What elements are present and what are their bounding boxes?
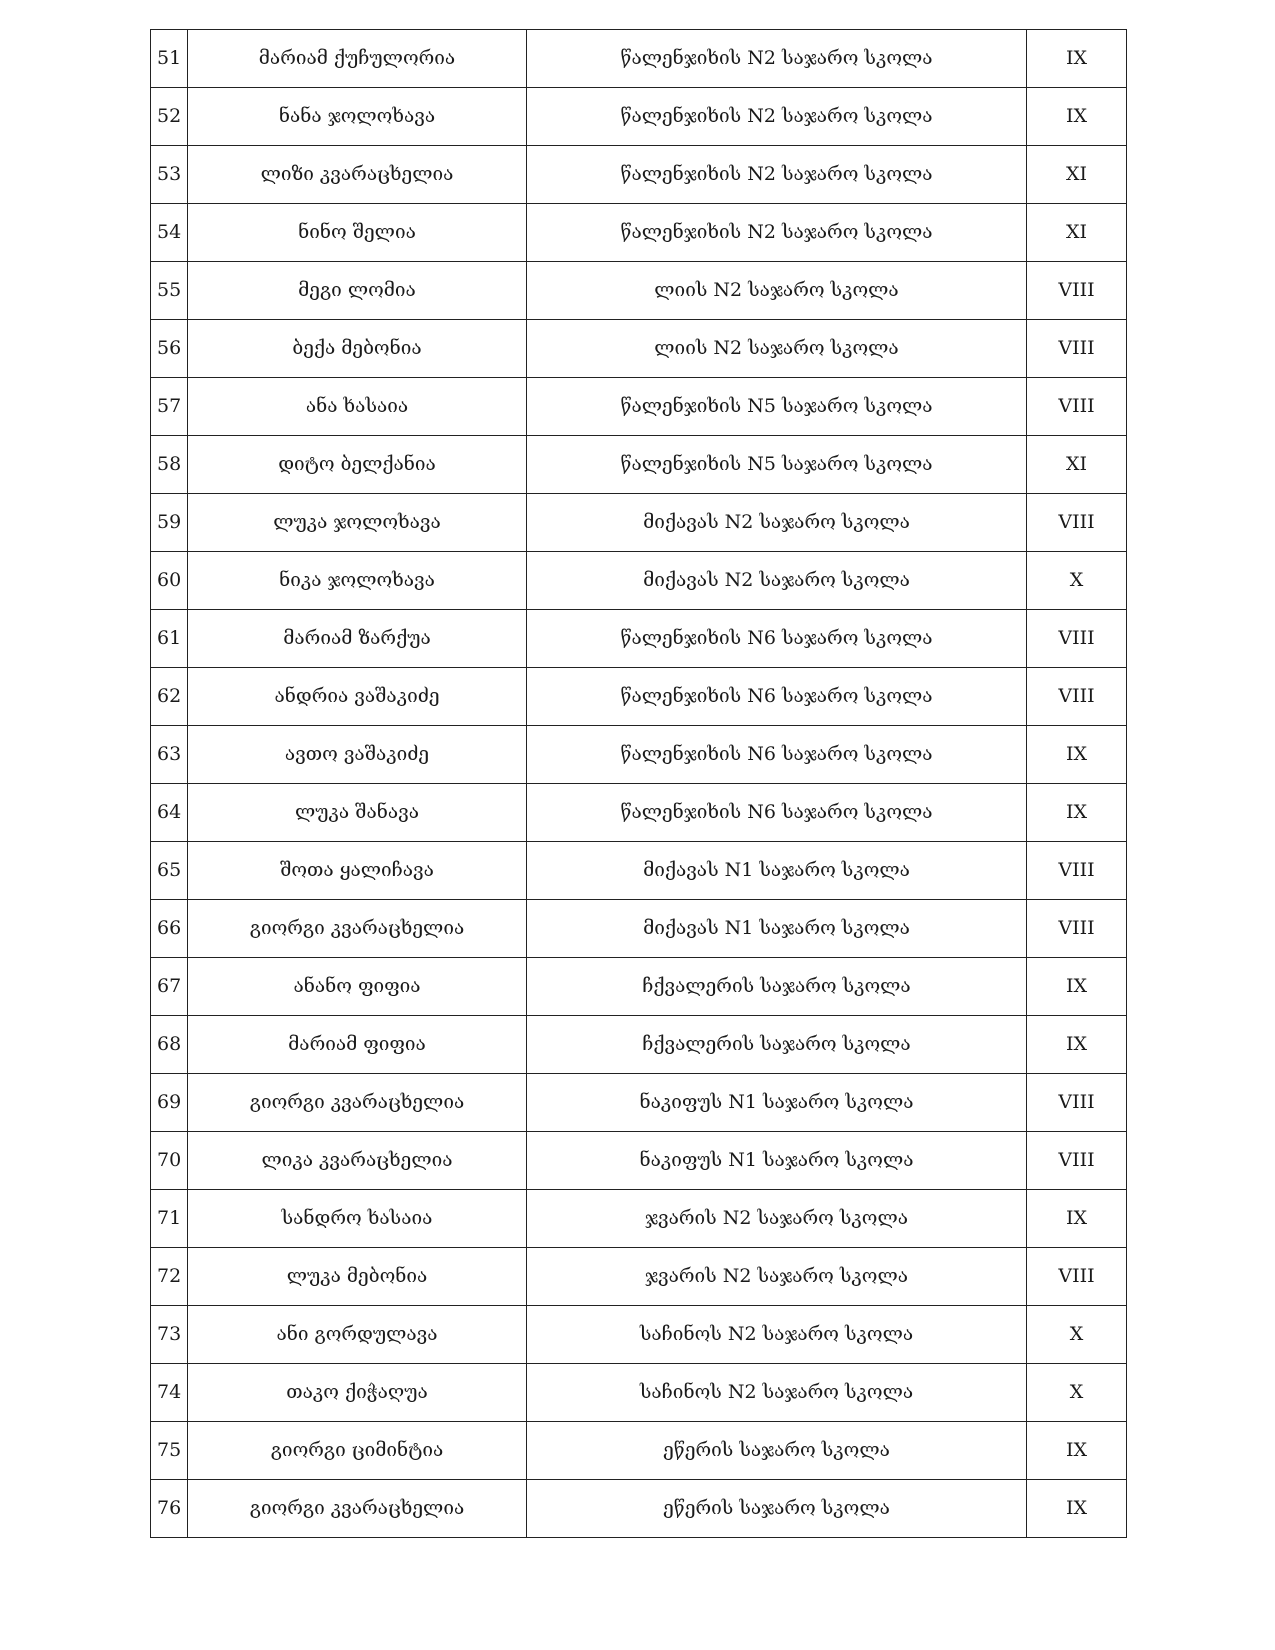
row-number: 60 [151, 552, 188, 610]
table-row [151, 610, 1127, 668]
table-row [151, 1364, 1127, 1422]
school-name: მიქავას N2 საჯარო სკოლა [527, 552, 1027, 610]
row-number: 52 [151, 88, 188, 146]
table-row [151, 378, 1127, 436]
school-name: მიქავას N1 საჯარო სკოლა [527, 842, 1027, 900]
row-number: 62 [151, 668, 188, 726]
student-name: ავთო ვაშაკიძე [188, 726, 527, 784]
grade: IX [1027, 88, 1127, 146]
row-number: 67 [151, 958, 188, 1016]
student-name: ლიკა კვარაცხელია [188, 1132, 527, 1190]
row-number: 61 [151, 610, 188, 668]
row-number: 59 [151, 494, 188, 552]
row-number: 72 [151, 1248, 188, 1306]
student-name: ანანო ფიფია [188, 958, 527, 1016]
grade: VIII [1027, 900, 1127, 958]
row-number: 53 [151, 146, 188, 204]
student-name: ბექა მებონია [188, 320, 527, 378]
grade: VIII [1027, 320, 1127, 378]
school-name: ეწერის საჯარო სკოლა [527, 1422, 1027, 1480]
student-name: ლუკა შანავა [188, 784, 527, 842]
table-row [151, 262, 1127, 320]
student-name: გიორგი კვარაცხელია [188, 900, 527, 958]
grade: IX [1027, 1422, 1127, 1480]
student-name: მარიამ ზარქუა [188, 610, 527, 668]
student-name: გიორგი კვარაცხელია [188, 1074, 527, 1132]
table-row [151, 784, 1127, 842]
student-name: თაკო ქიჭაღუა [188, 1364, 527, 1422]
row-number: 76 [151, 1480, 188, 1538]
school-name: წალენჯიხის N2 საჯარო სკოლა [527, 30, 1027, 88]
student-name: ლუკა ჯოლოხავა [188, 494, 527, 552]
school-name: წალენჯიხის N6 საჯარო სკოლა [527, 726, 1027, 784]
school-name: ეწერის საჯარო სკოლა [527, 1480, 1027, 1538]
table-row [151, 842, 1127, 900]
school-name: ლიის N2 საჯარო სკოლა [527, 262, 1027, 320]
row-number: 51 [151, 30, 188, 88]
row-number: 58 [151, 436, 188, 494]
school-name: ნაკიფუს N1 საჯარო სკოლა [527, 1132, 1027, 1190]
row-number: 55 [151, 262, 188, 320]
grade: X [1027, 1364, 1127, 1422]
grade: VIII [1027, 494, 1127, 552]
grade: VIII [1027, 1074, 1127, 1132]
student-name: ანი გორდულავა [188, 1306, 527, 1364]
grade: VIII [1027, 842, 1127, 900]
table-row [151, 30, 1127, 88]
student-name: ნინო შელია [188, 204, 527, 262]
grade: IX [1027, 784, 1127, 842]
grade: X [1027, 1306, 1127, 1364]
row-number: 63 [151, 726, 188, 784]
table-row [151, 668, 1127, 726]
grade: VIII [1027, 610, 1127, 668]
row-number: 71 [151, 1190, 188, 1248]
student-name: დიტო ბელქანია [188, 436, 527, 494]
row-number: 56 [151, 320, 188, 378]
row-number: 57 [151, 378, 188, 436]
row-number: 68 [151, 1016, 188, 1074]
student-name: ლიზი კვარაცხელია [188, 146, 527, 204]
row-number: 66 [151, 900, 188, 958]
grade: IX [1027, 958, 1127, 1016]
student-name: გიორგი ციმინტია [188, 1422, 527, 1480]
row-number: 73 [151, 1306, 188, 1364]
school-name: წალენჯიხის N5 საჯარო სკოლა [527, 378, 1027, 436]
table-row [151, 552, 1127, 610]
student-table-body [151, 30, 1127, 1538]
table-row [151, 900, 1127, 958]
table-row [151, 436, 1127, 494]
student-name: მარიამ ფიფია [188, 1016, 527, 1074]
student-name: მარიამ ქუჩულორია [188, 30, 527, 88]
grade: X [1027, 552, 1127, 610]
row-number: 75 [151, 1422, 188, 1480]
student-name: ანდრია ვაშაკიძე [188, 668, 527, 726]
student-name: ნანა ჯოლოხავა [188, 88, 527, 146]
student-name: სანდრო ხასაია [188, 1190, 527, 1248]
table-row [151, 146, 1127, 204]
school-name: ნაკიფუს N1 საჯარო სკოლა [527, 1074, 1027, 1132]
row-number: 69 [151, 1074, 188, 1132]
row-number: 54 [151, 204, 188, 262]
student-name: ლუკა მებონია [188, 1248, 527, 1306]
row-number: 70 [151, 1132, 188, 1190]
grade: IX [1027, 1016, 1127, 1074]
table-row [151, 88, 1127, 146]
grade: XI [1027, 146, 1127, 204]
school-name: წალენჯიხის N6 საჯარო სკოლა [527, 668, 1027, 726]
school-name: მიქავას N1 საჯარო სკოლა [527, 900, 1027, 958]
table-row [151, 1016, 1127, 1074]
grade: VIII [1027, 668, 1127, 726]
row-number: 65 [151, 842, 188, 900]
grade: VIII [1027, 1248, 1127, 1306]
grade: VIII [1027, 262, 1127, 320]
table-row [151, 1074, 1127, 1132]
table-row [151, 1422, 1127, 1480]
grade: VIII [1027, 1132, 1127, 1190]
grade: VIII [1027, 378, 1127, 436]
grade: XI [1027, 204, 1127, 262]
grade: IX [1027, 1480, 1127, 1538]
grade: IX [1027, 30, 1127, 88]
student-name: მეგი ლომია [188, 262, 527, 320]
student-name: ანა ხასაია [188, 378, 527, 436]
student-name: გიორგი კვარაცხელია [188, 1480, 527, 1538]
table-row [151, 1190, 1127, 1248]
student-table [150, 29, 1127, 1538]
grade: IX [1027, 726, 1127, 784]
school-name: ჯვარის N2 საჯარო სკოლა [527, 1190, 1027, 1248]
school-name: წალენჯიხის N2 საჯარო სკოლა [527, 204, 1027, 262]
row-number: 64 [151, 784, 188, 842]
school-name: ჯვარის N2 საჯარო სკოლა [527, 1248, 1027, 1306]
table-row [151, 1480, 1127, 1538]
table-row [151, 958, 1127, 1016]
student-name: შოთა ყალიჩავა [188, 842, 527, 900]
school-name: წალენჯიხის N6 საჯარო სკოლა [527, 784, 1027, 842]
grade: IX [1027, 1190, 1127, 1248]
table-row [151, 1132, 1127, 1190]
school-name: მიქავას N2 საჯარო სკოლა [527, 494, 1027, 552]
table-row [151, 1306, 1127, 1364]
school-name: საჩინოს N2 საჯარო სკოლა [527, 1364, 1027, 1422]
table-row [151, 726, 1127, 784]
table-row [151, 1248, 1127, 1306]
school-name: წალენჯიხის N6 საჯარო სკოლა [527, 610, 1027, 668]
school-name: ჩქვალერის საჯარო სკოლა [527, 1016, 1027, 1074]
school-name: ლიის N2 საჯარო სკოლა [527, 320, 1027, 378]
school-name: წალენჯიხის N2 საჯარო სკოლა [527, 146, 1027, 204]
table-row [151, 494, 1127, 552]
table-row [151, 320, 1127, 378]
table-row [151, 204, 1127, 262]
school-name: საჩინოს N2 საჯარო სკოლა [527, 1306, 1027, 1364]
school-name: წალენჯიხის N2 საჯარო სკოლა [527, 88, 1027, 146]
school-name: წალენჯიხის N5 საჯარო სკოლა [527, 436, 1027, 494]
school-name: ჩქვალერის საჯარო სკოლა [527, 958, 1027, 1016]
student-name: ნიკა ჯოლოხავა [188, 552, 527, 610]
row-number: 74 [151, 1364, 188, 1422]
grade: XI [1027, 436, 1127, 494]
